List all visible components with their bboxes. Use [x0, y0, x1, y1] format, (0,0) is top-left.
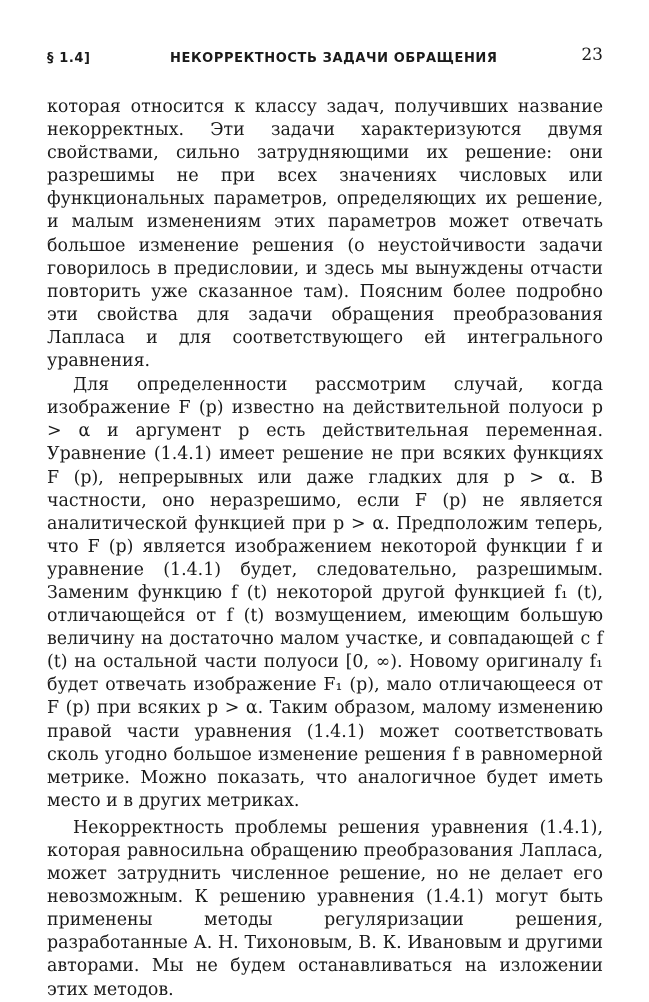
paragraph-2 [47, 374, 609, 813]
paragraph-3 [47, 817, 609, 1002]
paragraph-3-text: Некорректность проблемы решения уравнения (1.4.1), которая равносильна обращению преобразования Лапласа, может затруднить численное решение, но не делает его невозможным. К решению уравнения (1.4.1) могут быть применены методы регуляризации решения, разработанные А. Н. Тихоновым, В. К. Ивановым и другими авторами. Мы не будем останавливаться на изложении этих методов. [47, 817, 609, 1000]
book-page [47, 38, 609, 1002]
paragraph-2-text: Для определенности рассмотрим случай, когда изображение F (p) известно на действительной полуоси p > α и аргумент p есть действительная переменная. Уравнение (1.4.1) имеет решение не при всяких функциях F (p), непрерывных или даже гладких для p > α. В частности, оно неразрешимо, если F (p) не является аналитической функцией при p > α. Предположим теперь, что F (p) является изображением некоторой функции f и уравнение (1.4.1) будет, следовательно, разрешимым. Заменим функцию f (t) некоторой другой функцией f₁ (t), отличающейся от f (t) возмущением, имеющим большую величину на достаточно малом участке, и совпадающей с f (t) на остальной части полуоси [0, ∞). Новому оригиналу f₁ будет отвечать изображение F₁ (p), мало отличающееся от F (p) при всяких p > α. Таким образом, малому изменению правой части уравнения (1.4.1) может соответствовать сколь угодно большое изменение решения f в равномерной метрике. Можно показать, что аналогичное будет иметь место и в других метриках. [47, 375, 609, 811]
paragraph-1 [47, 96, 609, 373]
page-number: 23 [581, 45, 603, 65]
body-text [47, 96, 609, 1002]
paragraph-1-text: которая относится к классу задач, получивших название некорректных. Эти задачи характеризуются двумя свойствами, сильно затрудняющими их решение: они разрешимы не при всех значениях числовых или функциональных параметров, определяющих их решение, и малым изменениям этих параметров может отвечать большое изменение решения (о неустойчивости задачи говорилось в предисловии, и здесь мы вынуждены отчасти повторить уже сказанное там). Поясним более подробно эти свойства для задачи обращения преобразования Лапласа и для соответствующего ей интегрального уравнения. [47, 97, 609, 372]
running-head [47, 38, 603, 74]
chapter-heading: НЕКОРРЕКТНОСТЬ ЗАДАЧИ ОБРАЩЕНИЯ [170, 51, 498, 66]
section-reference: § 1.4] [47, 51, 91, 66]
